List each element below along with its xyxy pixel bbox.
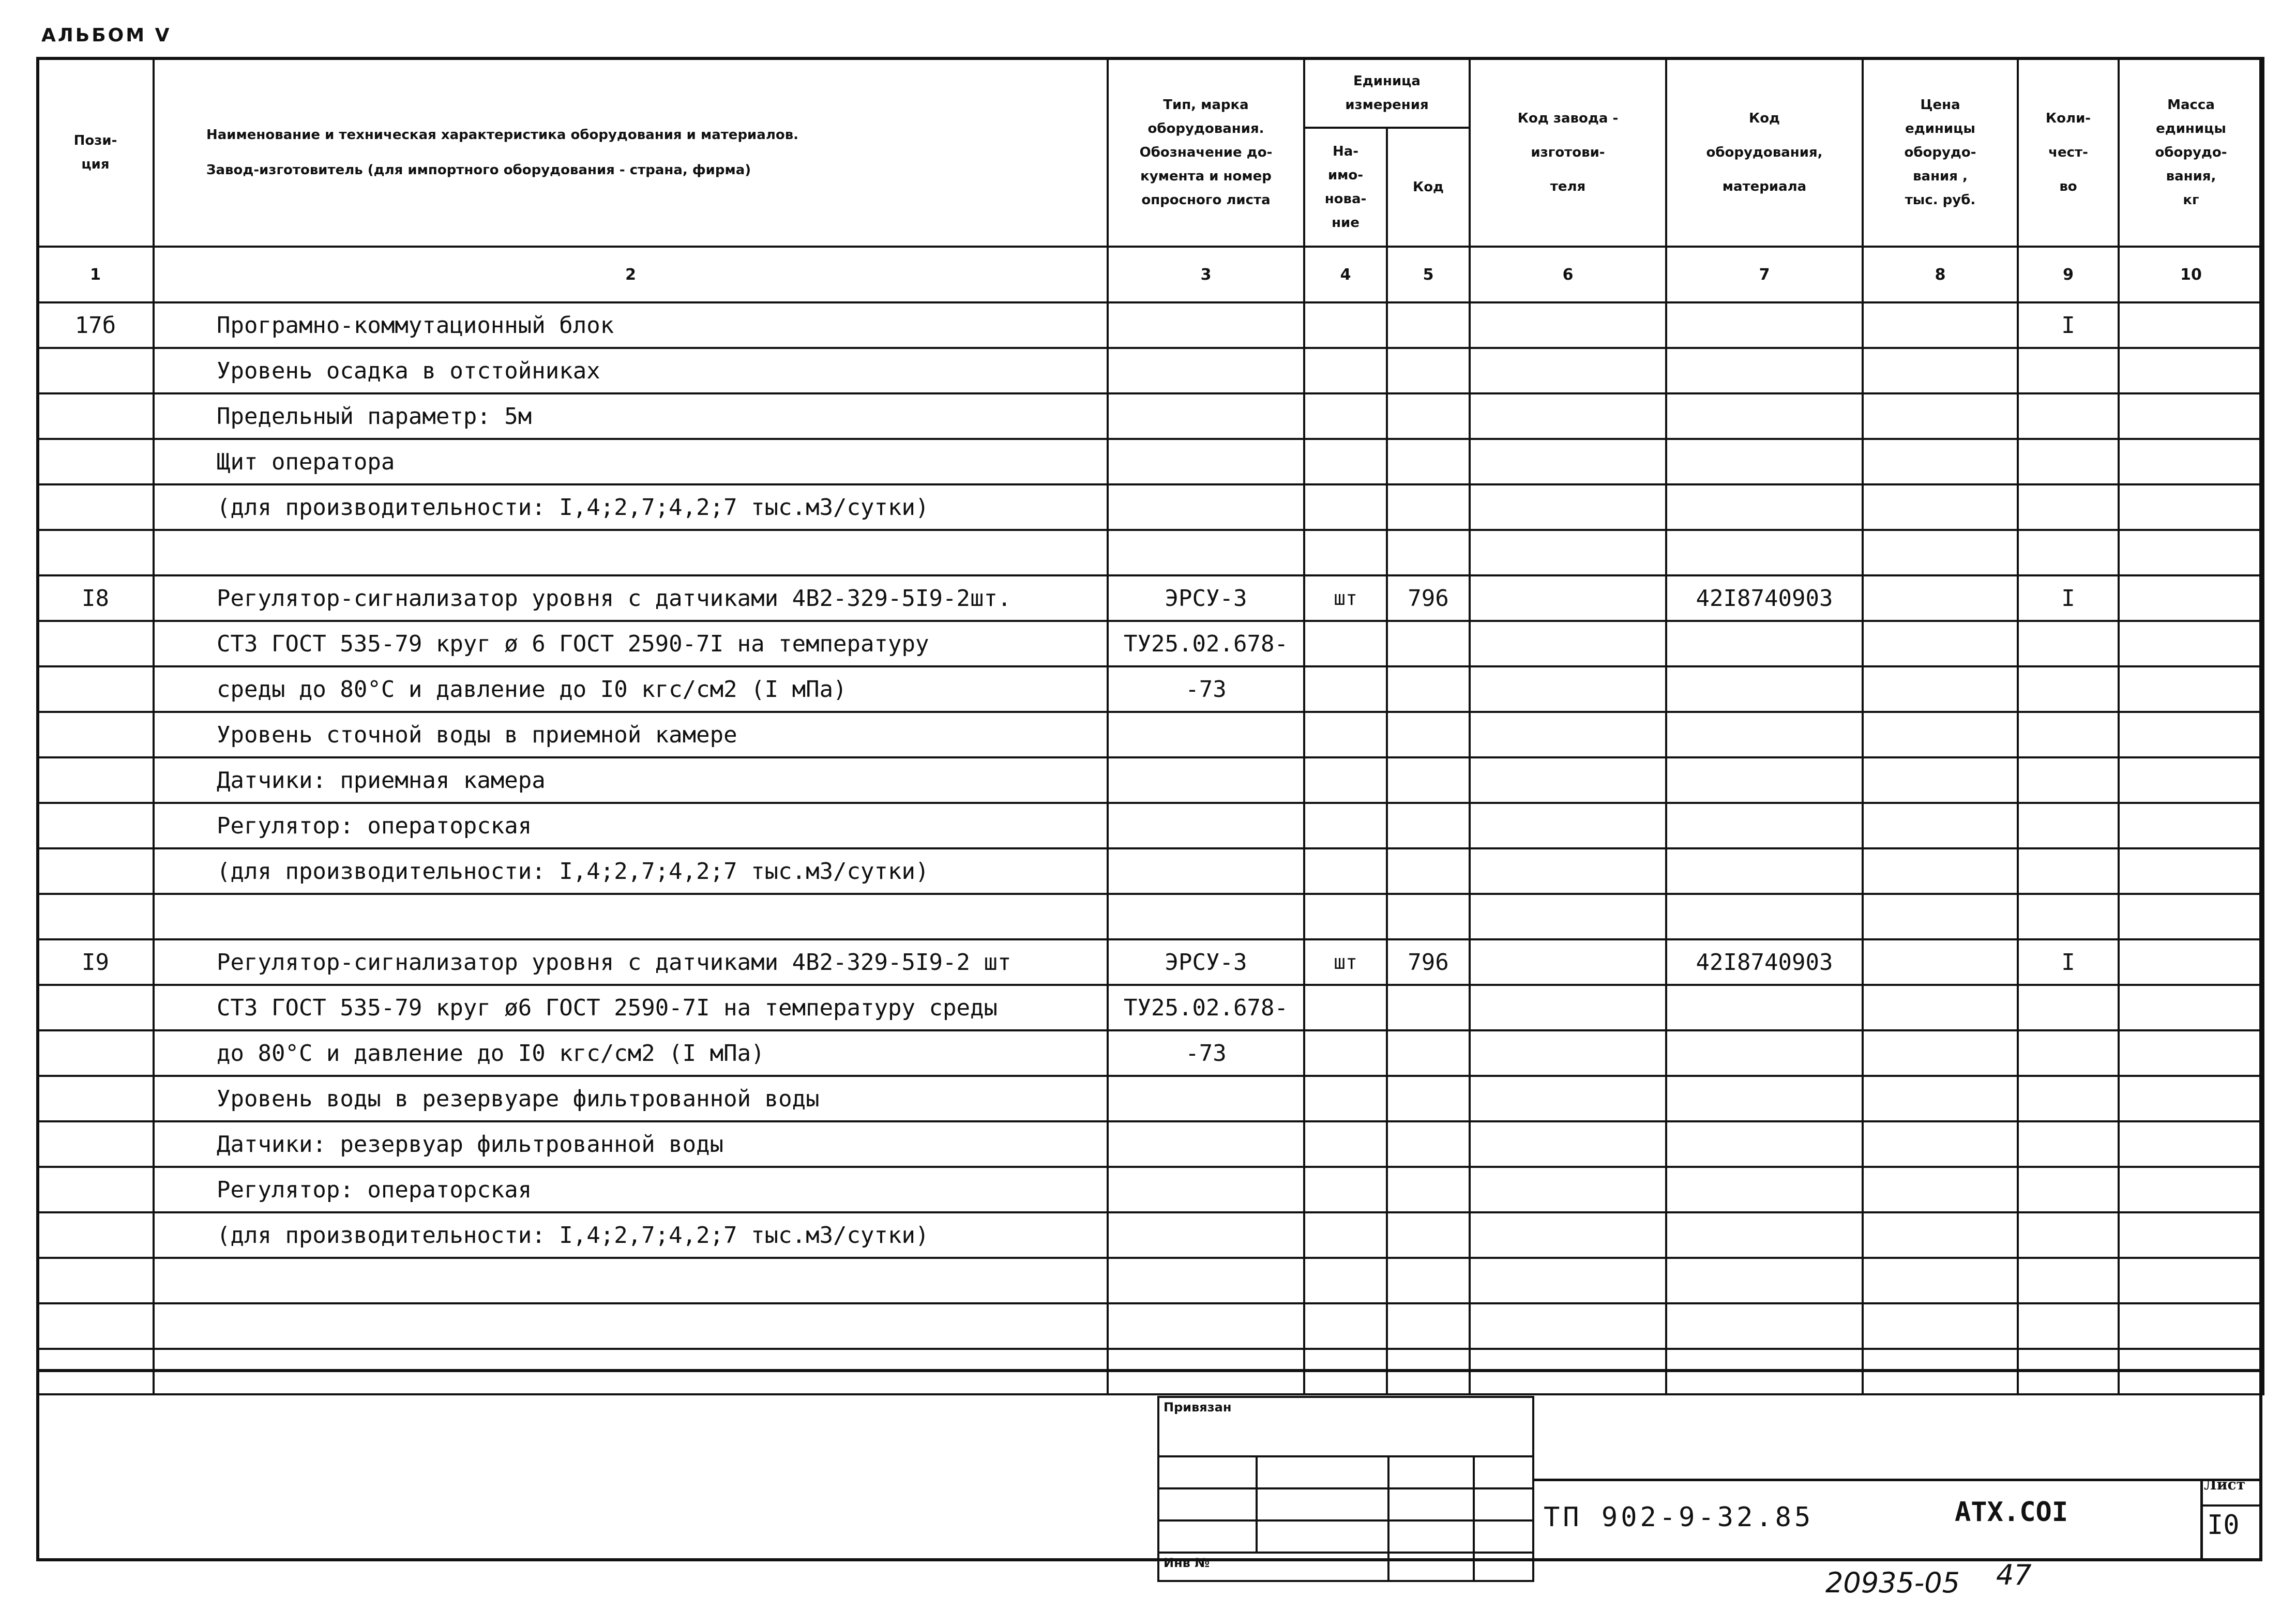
row-price <box>1863 939 2018 985</box>
row-type <box>1108 530 1304 575</box>
row-plant-code <box>1470 985 1666 1030</box>
row-unit-code <box>1387 757 1470 803</box>
column-number: 7 <box>1666 247 1863 302</box>
table-row <box>37 1212 2263 1258</box>
row-type <box>1108 302 1304 348</box>
row-name: (для производительности: I,4;2,7;4,2;7 тыс.м3/сутки) <box>154 1212 1108 1258</box>
row-unit-code <box>1387 1303 1470 1349</box>
row-plant-code <box>1470 1303 1666 1349</box>
row-position <box>37 484 154 530</box>
row-mass <box>2119 894 2263 939</box>
row-mass <box>2119 757 2263 803</box>
table-row <box>37 621 2263 666</box>
row-price <box>1863 530 2018 575</box>
row-price <box>1863 985 2018 1030</box>
row-type <box>1108 484 1304 530</box>
row-position <box>37 894 154 939</box>
row-equipment-code <box>1666 1258 1863 1303</box>
row-equipment-code: 42I8740903 <box>1666 575 1863 621</box>
column-numbers-row <box>37 247 2263 302</box>
row-mass <box>2119 1030 2263 1076</box>
column-number: 10 <box>2119 247 2263 302</box>
row-type <box>1108 757 1304 803</box>
row-unit-code <box>1387 985 1470 1030</box>
row-unit-code <box>1387 1258 1470 1303</box>
linked-label: Привязан <box>1158 1397 1533 1456</box>
row-unit <box>1304 757 1387 803</box>
row-type <box>1108 1121 1304 1167</box>
row-quantity <box>2018 1076 2119 1121</box>
row-plant-code <box>1470 439 1666 484</box>
row-position: I8 <box>37 575 154 621</box>
row-mass <box>2119 439 2263 484</box>
row-position <box>37 393 154 439</box>
row-type: ТУ25.02.678- <box>1108 985 1304 1030</box>
row-mass <box>2119 484 2263 530</box>
row-type <box>1108 1258 1304 1303</box>
row-position <box>37 621 154 666</box>
row-unit-code: 796 <box>1387 575 1470 621</box>
row-equipment-code <box>1666 484 1863 530</box>
row-unit-code <box>1387 1167 1470 1212</box>
row-name: Уровень воды в резервуаре фильтрованной воды <box>154 1076 1108 1121</box>
row-name <box>154 530 1108 575</box>
handwritten-number: 20935-05 <box>1825 1567 1960 1599</box>
row-quantity: I <box>2018 302 2119 348</box>
row-plant-code <box>1470 939 1666 985</box>
table-row <box>37 666 2263 712</box>
row-quantity <box>2018 484 2119 530</box>
header-mass: Масса единицы оборудо- вания, кг <box>2119 58 2263 247</box>
header-price: Цена единицы оборудо- вания , тыс. руб. <box>1863 58 2018 247</box>
row-position <box>37 1258 154 1303</box>
row-unit <box>1304 484 1387 530</box>
row-plant-code <box>1470 1212 1666 1258</box>
header-name: Наименование и техническая характеристика оборудования и материалов. Завод-изготовитель (для импортного оборудования - страна, фирма) <box>154 58 1108 247</box>
header-unit: Единица измерения <box>1304 58 1470 128</box>
row-mass <box>2119 1303 2263 1349</box>
row-unit-code <box>1387 712 1470 757</box>
sheet-number: I0 <box>2207 1510 2240 1541</box>
specification-table <box>36 57 2264 1395</box>
row-equipment-code <box>1666 848 1863 894</box>
row-equipment-code <box>1666 1121 1863 1167</box>
row-mass <box>2119 803 2263 848</box>
row-unit <box>1304 530 1387 575</box>
row-price <box>1863 1303 2018 1349</box>
column-number: 4 <box>1304 247 1387 302</box>
column-number: 8 <box>1863 247 2018 302</box>
sheet-box-split <box>2200 1504 2262 1507</box>
table-row <box>37 848 2263 894</box>
document-code: АТХ.СОI <box>1955 1497 2068 1528</box>
row-price <box>1863 439 2018 484</box>
row-unit <box>1304 1303 1387 1349</box>
row-plant-code <box>1470 530 1666 575</box>
row-type <box>1108 1212 1304 1258</box>
inventory-label: Инв № <box>1158 1553 1388 1581</box>
row-position <box>37 1030 154 1076</box>
row-equipment-code <box>1666 1212 1863 1258</box>
row-mass <box>2119 393 2263 439</box>
row-equipment-code <box>1666 348 1863 393</box>
row-position <box>37 530 154 575</box>
row-quantity <box>2018 666 2119 712</box>
row-equipment-code <box>1666 985 1863 1030</box>
row-type <box>1108 1076 1304 1121</box>
table-row <box>37 1030 2263 1076</box>
row-type: -73 <box>1108 666 1304 712</box>
row-equipment-code <box>1666 712 1863 757</box>
row-unit <box>1304 848 1387 894</box>
row-mass <box>2119 985 2263 1030</box>
document-number: ТП 902-9-32.85 <box>1544 1502 1814 1533</box>
column-number: 9 <box>2018 247 2119 302</box>
row-name: Регулятор-сигнализатор уровня с датчиками 4В2-329-5I9-2 шт <box>154 939 1108 985</box>
row-name: среды до 80°С и давление до I0 кгс/см2 (I мПа) <box>154 666 1108 712</box>
row-unit-code <box>1387 484 1470 530</box>
row-mass <box>2119 666 2263 712</box>
header-row <box>37 58 2263 128</box>
table-row <box>37 348 2263 393</box>
row-equipment-code <box>1666 803 1863 848</box>
row-type <box>1108 848 1304 894</box>
row-unit-code <box>1387 348 1470 393</box>
row-equipment-code <box>1666 1167 1863 1212</box>
row-mass <box>2119 621 2263 666</box>
approval-stamp <box>1157 1396 1534 1582</box>
row-mass <box>2119 848 2263 894</box>
table-row <box>37 484 2263 530</box>
handwritten-page: 47 <box>1996 1559 2032 1591</box>
row-name: Щит оператора <box>154 439 1108 484</box>
row-unit-code <box>1387 393 1470 439</box>
row-unit-code <box>1387 439 1470 484</box>
row-price <box>1863 894 2018 939</box>
row-position <box>37 1167 154 1212</box>
row-name: Датчики: резервуар фильтрованной воды <box>154 1121 1108 1167</box>
row-unit <box>1304 621 1387 666</box>
row-position <box>37 803 154 848</box>
row-mass <box>2119 939 2263 985</box>
row-price <box>1863 1212 2018 1258</box>
row-quantity <box>2018 1167 2119 1212</box>
row-unit-code <box>1387 803 1470 848</box>
table-row <box>37 1076 2263 1121</box>
row-type: ЭРСУ-3 <box>1108 939 1304 985</box>
row-unit <box>1304 803 1387 848</box>
row-name: СТЗ ГОСТ 535-79 круг ø6 ГОСТ 2590-7I на температуру среды <box>154 985 1108 1030</box>
row-type <box>1108 712 1304 757</box>
row-unit <box>1304 1167 1387 1212</box>
title-rule <box>1532 1479 2262 1481</box>
row-equipment-code <box>1666 1030 1863 1076</box>
row-quantity <box>2018 848 2119 894</box>
row-type <box>1108 1303 1304 1349</box>
row-equipment-code <box>1666 1076 1863 1121</box>
row-unit <box>1304 1212 1387 1258</box>
album-label: АЛЬБОМ V <box>41 25 172 46</box>
row-unit <box>1304 1030 1387 1076</box>
table-row <box>37 803 2263 848</box>
row-type: ЭРСУ-3 <box>1108 575 1304 621</box>
row-name: СТЗ ГОСТ 535-79 круг ø 6 ГОСТ 2590-7I на температуру <box>154 621 1108 666</box>
row-position <box>37 757 154 803</box>
table-row <box>37 1121 2263 1167</box>
header-unit-code: Код <box>1387 128 1470 247</box>
row-price <box>1863 803 2018 848</box>
row-quantity <box>2018 803 2119 848</box>
row-equipment-code <box>1666 894 1863 939</box>
row-unit-code <box>1387 894 1470 939</box>
row-unit-code <box>1387 848 1470 894</box>
column-number: 1 <box>37 247 154 302</box>
header-equipment-code: Код оборудования, материала <box>1666 58 1863 247</box>
row-equipment-code <box>1666 393 1863 439</box>
row-price <box>1863 348 2018 393</box>
row-type <box>1108 439 1304 484</box>
row-position <box>37 1303 154 1349</box>
row-quantity <box>2018 439 2119 484</box>
table-row <box>37 985 2263 1030</box>
header-position: Пози- ция <box>37 58 154 247</box>
row-mass <box>2119 712 2263 757</box>
row-position <box>37 348 154 393</box>
row-quantity <box>2018 393 2119 439</box>
header-type: Тип, марка оборудования. Обозначение до- кумента и номер опросного листа <box>1108 58 1304 247</box>
row-name: Регулятор-сигнализатор уровня с датчиками 4В2-329-5I9-2шт. <box>154 575 1108 621</box>
row-name: Датчики: приемная камера <box>154 757 1108 803</box>
row-type <box>1108 894 1304 939</box>
table-row <box>37 393 2263 439</box>
row-unit <box>1304 666 1387 712</box>
row-name: Предельный параметр: 5м <box>154 393 1108 439</box>
row-type <box>1108 1167 1304 1212</box>
row-unit-code <box>1387 530 1470 575</box>
row-plant-code <box>1470 803 1666 848</box>
row-quantity <box>2018 1258 2119 1303</box>
table-row <box>37 757 2263 803</box>
row-mass <box>2119 1212 2263 1258</box>
row-plant-code <box>1470 1076 1666 1121</box>
row-mass <box>2119 530 2263 575</box>
row-position <box>37 666 154 712</box>
row-plant-code <box>1470 757 1666 803</box>
row-price <box>1863 1167 2018 1212</box>
row-price <box>1863 302 2018 348</box>
row-unit: шт <box>1304 575 1387 621</box>
row-mass <box>2119 1258 2263 1303</box>
row-name: (для производительности: I,4;2,7;4,2;7 тыс.м3/сутки) <box>154 484 1108 530</box>
row-name: Уровень осадка в отстойниках <box>154 348 1108 393</box>
row-price <box>1863 621 2018 666</box>
row-unit: шт <box>1304 939 1387 985</box>
row-quantity <box>2018 1030 2119 1076</box>
row-quantity: I <box>2018 939 2119 985</box>
row-plant-code <box>1470 621 1666 666</box>
row-unit-code: 796 <box>1387 939 1470 985</box>
row-equipment-code <box>1666 1303 1863 1349</box>
table-row <box>37 530 2263 575</box>
table-row <box>37 939 2263 985</box>
table-row <box>37 302 2263 348</box>
row-mass <box>2119 348 2263 393</box>
row-quantity <box>2018 348 2119 393</box>
column-number: 2 <box>154 247 1108 302</box>
table-row <box>37 439 2263 484</box>
row-unit-code <box>1387 621 1470 666</box>
row-plant-code <box>1470 666 1666 712</box>
row-price <box>1863 848 2018 894</box>
row-position <box>37 985 154 1030</box>
row-quantity <box>2018 1303 2119 1349</box>
row-name <box>154 1303 1108 1349</box>
row-price <box>1863 393 2018 439</box>
row-plant-code <box>1470 484 1666 530</box>
row-unit-code <box>1387 1076 1470 1121</box>
column-number: 3 <box>1108 247 1304 302</box>
row-type: ТУ25.02.678- <box>1108 621 1304 666</box>
row-unit <box>1304 894 1387 939</box>
row-name: Уровень сточной воды в приемной камере <box>154 712 1108 757</box>
row-mass <box>2119 1076 2263 1121</box>
row-quantity <box>2018 621 2119 666</box>
header-plant-code: Код завода - изготови- теля <box>1470 58 1666 247</box>
row-unit <box>1304 1121 1387 1167</box>
row-name <box>154 1258 1108 1303</box>
header-quantity: Коли- чест- во <box>2018 58 2119 247</box>
row-equipment-code <box>1666 302 1863 348</box>
sheet-box-rule <box>2200 1479 2203 1561</box>
row-mass <box>2119 1121 2263 1167</box>
row-type <box>1108 803 1304 848</box>
row-plant-code <box>1470 1167 1666 1212</box>
title-block-top-rule <box>36 1369 2262 1372</box>
row-position <box>37 1076 154 1121</box>
row-unit <box>1304 712 1387 757</box>
row-quantity <box>2018 1121 2119 1167</box>
row-quantity <box>2018 894 2119 939</box>
table-row <box>37 894 2263 939</box>
row-name: до 80°С и давление до I0 кгс/см2 (I мПа) <box>154 1030 1108 1076</box>
row-price <box>1863 1258 2018 1303</box>
row-unit-code <box>1387 1121 1470 1167</box>
row-mass <box>2119 1167 2263 1212</box>
row-equipment-code <box>1666 757 1863 803</box>
row-name <box>154 894 1108 939</box>
row-equipment-code: 42I8740903 <box>1666 939 1863 985</box>
row-position <box>37 1212 154 1258</box>
row-plant-code <box>1470 1258 1666 1303</box>
row-unit <box>1304 1076 1387 1121</box>
row-unit-code <box>1387 1212 1470 1258</box>
row-plant-code <box>1470 302 1666 348</box>
row-plant-code <box>1470 894 1666 939</box>
table-row <box>37 1258 2263 1303</box>
row-quantity <box>2018 530 2119 575</box>
row-unit-code <box>1387 666 1470 712</box>
row-position: I9 <box>37 939 154 985</box>
row-unit <box>1304 302 1387 348</box>
row-position: 17б <box>37 302 154 348</box>
row-plant-code <box>1470 1121 1666 1167</box>
row-mass <box>2119 302 2263 348</box>
table-row <box>37 712 2263 757</box>
table-row <box>37 575 2263 621</box>
row-unit-code <box>1387 302 1470 348</box>
row-type: -73 <box>1108 1030 1304 1076</box>
row-position <box>37 1121 154 1167</box>
row-equipment-code <box>1666 666 1863 712</box>
row-mass <box>2119 575 2263 621</box>
row-quantity <box>2018 1212 2119 1258</box>
row-price <box>1863 666 2018 712</box>
row-unit <box>1304 985 1387 1030</box>
row-plant-code <box>1470 575 1666 621</box>
sheet-label: Лист <box>2204 1476 2245 1493</box>
column-number: 5 <box>1387 247 1470 302</box>
header-unit-name: На- имо- нова- ние <box>1304 128 1387 247</box>
row-price <box>1863 1076 2018 1121</box>
row-unit <box>1304 393 1387 439</box>
row-price <box>1863 757 2018 803</box>
row-name: (для производительности: I,4;2,7;4,2;7 тыс.м3/сутки) <box>154 848 1108 894</box>
row-position <box>37 712 154 757</box>
row-unit-code <box>1387 1030 1470 1076</box>
row-position <box>37 848 154 894</box>
row-name: Програмно-коммутационный блок <box>154 302 1108 348</box>
row-quantity: I <box>2018 575 2119 621</box>
row-plant-code <box>1470 348 1666 393</box>
row-quantity <box>2018 757 2119 803</box>
row-unit <box>1304 439 1387 484</box>
row-name: Регулятор: операторская <box>154 1167 1108 1212</box>
row-unit <box>1304 1258 1387 1303</box>
row-plant-code <box>1470 1030 1666 1076</box>
row-price <box>1863 575 2018 621</box>
row-type <box>1108 393 1304 439</box>
row-type <box>1108 348 1304 393</box>
row-equipment-code <box>1666 439 1863 484</box>
row-price <box>1863 484 2018 530</box>
row-price <box>1863 1030 2018 1076</box>
row-name: Регулятор: операторская <box>154 803 1108 848</box>
column-number: 6 <box>1470 247 1666 302</box>
row-price <box>1863 712 2018 757</box>
table-row <box>37 1303 2263 1349</box>
table-row <box>37 1167 2263 1212</box>
row-equipment-code <box>1666 621 1863 666</box>
row-position <box>37 439 154 484</box>
row-price <box>1863 1121 2018 1167</box>
row-plant-code <box>1470 712 1666 757</box>
row-quantity <box>2018 985 2119 1030</box>
row-plant-code <box>1470 393 1666 439</box>
row-plant-code <box>1470 848 1666 894</box>
row-unit <box>1304 348 1387 393</box>
row-equipment-code <box>1666 530 1863 575</box>
row-quantity <box>2018 712 2119 757</box>
